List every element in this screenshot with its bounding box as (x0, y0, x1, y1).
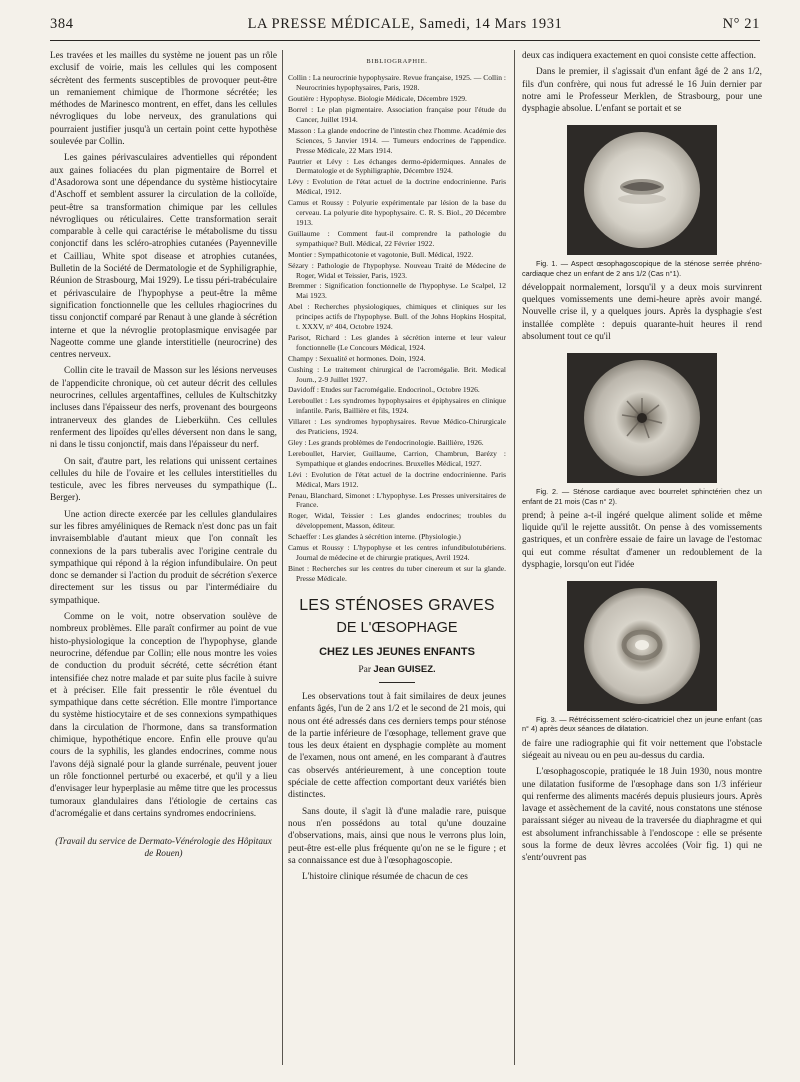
bibliography-entry: Pautrier et Lévy : Les échanges dermo-épidermiques. Annales de Dermatologie et de Syphiligraphie, Décembre 1924. (288, 156, 506, 176)
bibliography-entry: Lévi : Evolution de l'état actuel de la doctrine endocrinienne. Paris Médical, Mars 1912. (288, 469, 506, 489)
column-middle (288, 50, 506, 1070)
header-rule (50, 40, 760, 41)
bibliography-entry: Champy : Sexualité et hormones. Doin, 1924. (288, 353, 426, 363)
author-prefix: Par (358, 664, 371, 675)
paragraph: Sans doute, il s'agit là d'une maladie rare, puisque nous n'en possédons au total qu'une douzaine d'observations, mais, ainsi que nous le verrons plus loin, peut-être est-elle plus fréquente qu'on ne se le figure ; et sa connaissance est due à l'œsophagoscopie. (288, 806, 506, 866)
author-name: Jean GUISEZ. (373, 663, 436, 675)
bibliography-entry: Montier : Sympathicotonie et vagotonie, Bull. Médical, 1922. (288, 249, 474, 259)
figure-1-endoscopic-image (567, 125, 717, 255)
paragraph: Une action directe exercée par les cellules glandulaires sur les fibres amyéliniques de Remack n'est donc pas un fait invraisemblable d'autant mieux que l'on connaît les connexions de la pars tuberalis avec l'origine centrale du sympathique qui répond à la région infundibulaire. On peut donc se demander si l'action du produit de sécrétion s'exerce directement sur les tissus ou par l'intermédiaire du sympathique. (50, 509, 277, 606)
figure-1-caption: Fig. 1. — Aspect œsophagoscopique de la sténose serrée phréno-cardiaque chez un enfant de 2 ans 1/2 (Cas n°1). (522, 259, 762, 278)
journal-title-date: LA PRESSE MÉDICALE, Samedi, 14 Mars 1931 (247, 16, 563, 32)
column-left (50, 50, 277, 1070)
column-divider (282, 50, 283, 1065)
bibliography-entry: Masson : La glande endocrine de l'intestin chez l'homme. Académie des Sciences, 5 Janvier 1914. — Tumeurs endocrines de l'appendice. Presse Médicale, 22 Mars 1914. (288, 125, 506, 155)
bibliography-entry: Davidoff : Etudes sur l'acromégalie. Endocrinol., Octobre 1926. (288, 385, 480, 395)
bibliography-entry: Bremmer : Signification fonctionnelle de l'hypophyse. Le Scalpel, 12 Mai 1923. (288, 281, 506, 301)
article-author (288, 664, 506, 676)
bibliography-entry: Abel : Recherches physiologiques, chimiques et cliniques sur les principes actifs de l'hypophyse. Bull. of the Johns Hopkins Hospital, t. XXXV, n° 404, Octobre 1924. (288, 302, 506, 332)
paragraph: deux cas indiquera exactement en quoi consiste cette affection. (522, 51, 756, 61)
page-header (50, 16, 760, 38)
paragraph: L'histoire clinique résumée de chacun de ces (302, 872, 468, 883)
paragraph: Les observations tout à fait similaires de deux jeunes enfants âgés, l'un de 2 ans 1/2 et le second de 21 mois, qui nous ont été adressés dans ces derniers temps pour sténose de la partie inférieure de l'œsophage, tellement grave que tous les deux étaient en dysphagie complète au moment de l'examen, nous ont amené, en les comparant à d'autres cas observés antérieurement, à une conception toute spéciale de cette affection comportant deux variétés bien distinctes. (288, 692, 506, 801)
bibliography-entry: Roger, Widal, Teissier : Les glandes endocrines; troubles du développement, Masson, éditeur. (288, 511, 506, 531)
bibliography-list (288, 73, 506, 583)
bibliography-entry: Goutière : Hypophyse. Biologie Médicale, Décembre 1929. (288, 94, 467, 104)
paragraph: Dans le premier, il s'agissait d'un enfant âgé de 2 ans 1/2, fils d'un confrère, qui nous fut adressé le 16 Juin dernier par notre ami le Professeur Merklen, de Strasbourg, pour une dysphagie absolue. L'enfant se portait et se (522, 67, 762, 115)
column-divider (514, 50, 515, 1065)
paragraph: Collin cite le travail de Masson sur les lésions nerveuses de l'appendicite chronique, où cet auteur décrit des cellules neurocrines, cellules argentaffines, cellules de Kultschitzky incluses dans l'épaisseur des nerfs, provenant des bourgeons intranerveux des glandes de Lieberkühn. Ces cellules renferment des lipoïdes qu'elles déversent non dans le sang, ni dans le tissu conjonctif, mais dans l'épaisseur du nerf. (50, 366, 277, 451)
paragraph: On sait, d'autre part, les relations qui unissent certaines cellules du hile de l'ovaire et les cellules interstitielles du testicule, avec les fibres nerveuses du sympathique (L. Berger). (50, 456, 277, 504)
paragraph: Les gaines périvasculaires adventielles qui répondent aux gaines foliacées du plan pigmentaire de Borrel et d'Asadorowa sont une dépendance du système histiocytaire d'Aschoff et semblent assurer la circulation de la colloïde, peut-être sa transformation chimique par les cellules névrogliques ou réticulaires. Cette transformation serait comparable à celle qui caractérise le métabolisme du tissu conjonctif dans les scléro-atrophies cutanées (Payenneville et Cailliau, White spot disease et atrophies cutanées, Bulletin de la Société de Dermatologie et de Syphiligraphie, Réunion de Strasbourg, Mai 1929). Le tissu péri-trabéculaire et périvasculaire de l'hypophyse a peut-être la même signification fonctionnelle que les cellules rhagiocrines du tissu conjonctif comparé par Renaut à une glande à sécrétion interne et que la névroglie protoplasmique envisagée par Nageotte comme une glande interstitielle (neurocrine) des centres nerveux. (50, 153, 277, 361)
bibliography-entry: Collin : La neurocrinie hypophysaire. Revue française, 1925. — Collin : Neurocrinies hypophysaires, Paris, 1928. (288, 73, 506, 93)
paragraph: développait normalement, lorsqu'il y a deux mois survinrent quelques vomissements une demi-heure après avoir mangé. Nouvelle crise il, y a quelques jours. Après la dysphagie s'est installée complète : depuis quarante-huit heures il rend absolument tout ce qu'il (522, 282, 762, 343)
bibliography-entry: Parisot, Richard : Les glandes à sécrétion interne et leur valeur fonctionnelle (Le Concours Médical, 1924. (288, 332, 506, 352)
bibliography-entry: Cushing : Le traitement chirurgical de l'acromégalie. Brit. Medical Journ., 2-9 Juillet 1927. (288, 364, 506, 384)
column-right (522, 50, 762, 1070)
article-subtitle: CHEZ LES JEUNES ENFANTS (319, 645, 475, 658)
paragraph: de faire une radiographie qui fit voir nettement que l'obstacle siégeait au niveau ou en peu au-dessus du cardia. (522, 738, 762, 761)
figure-2-endoscopic-image (567, 353, 717, 483)
figure-2-caption: Fig. 2. — Sténose cardiaque avec bourrelet sphinctérien chez un enfant de 21 mois (Cas n° 2). (522, 487, 762, 506)
bibliography-entry: Gley : Les grands problèmes de l'endocrinologie. Baillière, 1926. (288, 438, 484, 448)
figure-3-endoscopic-image (567, 581, 717, 711)
bibliography-entry: Binet : Recherches sur les centres du tuber cinereum et sur la glande. Presse Médicale. (288, 563, 506, 583)
paragraph: Les travées et les mailles du système ne jouent pas un rôle exclusif de voirie, mais les cellules qui les composent sécrètent des ferments susceptibles de provoquer peut-être un remaniement chimique de l'hormone sécrétée; les méthodes de Marinesco montrent, en effet, dans les cellules névrogliques du lobe nerveux, des granulations qui pourraient justifier jusqu'à un certain point cette hypothèse soulevée par Collin. (50, 51, 277, 148)
bibliography-entry: Lereboullet : Les syndromes hypophysaires et épiphysaires en clinique infantile. Paris, Baillière et fils, 1924. (288, 396, 506, 416)
bibliography-entry: Camus et Roussy : Polyurie expérimentale par lésion de la base du cerveau. La polyurie dite hypophysaire. C. R. S. Biol., 20 Décembre 1913. (288, 198, 506, 227)
bibliography-entry: Penau, Blanchard, Simonet : L'hypophyse. Les Presses universitaires de France. (288, 490, 506, 510)
article-title-line2: DE L'ŒSOPHAGE (336, 619, 458, 636)
paragraph: Comme on le voit, notre observation soulève de nombreux problèmes. Elle paraît confirmer au point de vue histo-physiologique la conception de l'hypophyse, glande neurocrine, défendue par Collin; elle nous montre les voies de conduction du produit sécrété, cette sécrétion étant intensifiée chez notre malade et par suite plus facile à suivre et à préciser. Elle fait pressentir le rôle éventuel du sympathique dans cette sécrétion. Elle montre l'importance du système histiocytaire et de ses connexions sympathiques dans la circulation de l'hormone, dans sa transformation chimique, hypothétique encore. Enfin elle prouve qu'au cours de la syphilis, les glandes endocrines, comme nous l'avons déjà signalé pour la glande surrénale, peuvent jouer un rôle fonctionnel perturbé ou exacerbé, et qu'il y a lieu d'envisager leur hyperplasie au même titre que les processus tumoraux glandulaires dans l'étiologie de certains cas d'acromégalie et dans certains syndromes endocriniens. (50, 612, 277, 819)
bibliography-entry: Schaeffer : Les glandes à sécrétion interne. (Physiologie.) (288, 532, 461, 542)
bibliography-entry: Borrel : Le plan pigmentaire. Association française pour l'étude du Cancer, Juillet 1914. (288, 105, 506, 124)
page-number: 384 (50, 16, 74, 32)
article-credit: (Travail du service de Dermato-Vénérologie des Hôpitaux de Rouen) (55, 837, 272, 860)
bibliography-heading: BIBLIOGRAPHIE. (366, 58, 428, 65)
bibliography-entry: Lévy : Evolution de l'état actuel de la doctrine endocrinienne. Paris Médical, 1912. (288, 177, 506, 197)
bibliography-entry: Villaret : Les syndromes hypophysaires. Revue Médico-Chirurgicale des Praticiens, 1924. (288, 417, 506, 437)
bibliography-entry: Guillaume : Comment faut-il comprendre la pathologie du sympathique? Bull. Médical, 22 Février 1922. (288, 228, 506, 248)
bibliography-entry: Lereboullet, Harvier, Guillaume, Carrion, Chambrun, Barézy : Sympathique et glandes endocrines. Bruxelles Médical, 1927. (288, 448, 506, 468)
title-rule (379, 682, 415, 683)
bibliography-entry: Sézary : Pathologie de l'hypophyse. Nouveau Traité de Médecine de Roger, Widal et Teissier, Paris, 1923. (288, 260, 506, 280)
paragraph: L'œsophagoscopie, pratiquée le 18 Juin 1930, nous montre une dilatation fusiforme de l'œsophage dans son 1/3 inférieur qui renferme des aliments macérés depuis plusieurs jours. Après lavage et assèchement de la cavité, nous constatons une sténose paraissant siéger au niveau de la traversée du diaphragme et qui est absolument infranchissable à l'endoscope : elle se présente sous la forme de deux lèvres accolées (Voir fig. 1) qui ne s'entr'ouvrent pas (522, 767, 762, 864)
bibliography-entry: Camus et Roussy : L'hypophyse et les centres infundibulotubériens. Journal de médecine et de chirurgie pratiques, Avril 1924. (288, 543, 506, 562)
article-title: LES STÉNOSES GRAVES (299, 596, 495, 614)
figure-3-caption: Fig. 3. — Rétrécissement scléro-cicatriciel chez un jeune enfant (cas n° 4) après deux séances de dilatation. (522, 715, 762, 734)
paragraph: prend; à peine a-t-il ingéré quelque aliment solide et même liquide qu'il le rejette aussitôt. On pense à des vomissements gastriques, et un confrère essaie de faire un lavage de l'estomac qui eut comme résultat d'amener un redoublement de la dysphagie, lorsqu'on eut l'idée (522, 510, 762, 570)
issue-number: N° 21 (722, 16, 760, 32)
